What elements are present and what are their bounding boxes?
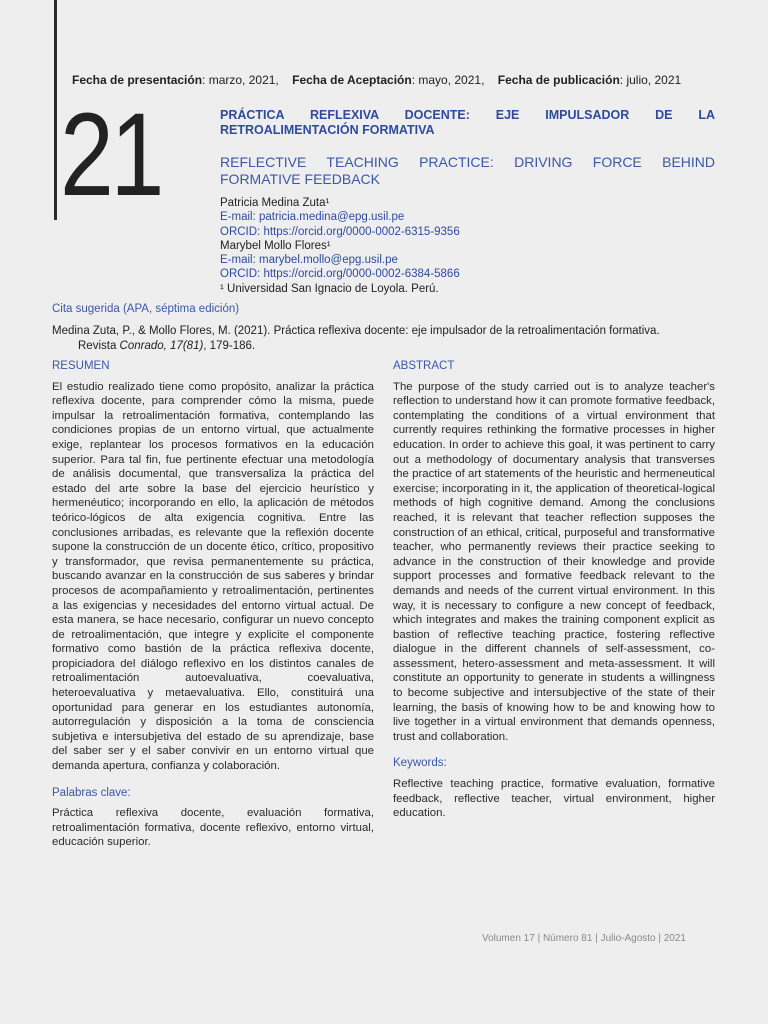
author-orcid-line	[220, 267, 715, 281]
vertical-rule	[54, 0, 57, 220]
journal-name: Conrado, 17(81)	[119, 340, 204, 352]
presentation-label: Fecha de presentación	[72, 73, 203, 87]
publication-value: : julio, 2021	[619, 73, 682, 87]
acceptance-value: : mayo, 2021,	[411, 73, 485, 87]
keywords-heading-en: Keywords:	[393, 757, 447, 770]
keywords-heading-es: Palabras clave:	[52, 786, 131, 799]
email-label: E-mail:	[220, 254, 259, 267]
citation-prefix: Revista	[78, 340, 120, 352]
acceptance-label: Fecha de Aceptación	[292, 73, 412, 87]
orcid-link[interactable]: https://orcid.org/0000-0002-6315-9356	[263, 225, 460, 238]
orcid-link[interactable]: https://orcid.org/0000-0002-6384-5866	[263, 268, 460, 281]
email-link[interactable]: patricia.medina@epg.usil.pe	[258, 211, 405, 224]
citation-line: Medina Zuta, P., & Mollo Flores, M. (2021). Práctica reflexiva docente: eje impulsador de la retroalimentación formativa.	[52, 325, 660, 337]
page-footer: Volumen 17 | Número 81 | Julio-Agosto | 2021	[481, 933, 686, 944]
keywords-es: Práctica reflexiva docente, evaluación formativa, retroalimentación formativa, docente reflexivo, entorno virtual, educación superior.	[52, 807, 374, 849]
abstract-heading: ABSTRACT	[393, 360, 455, 372]
orcid-label: ORCID:	[220, 268, 264, 281]
citation-line	[52, 339, 724, 354]
author-email-line	[220, 253, 715, 267]
author-name: Marybel Mollo Flores¹	[220, 239, 331, 252]
citation-heading: Cita sugerida (APA, séptima edición)	[52, 303, 240, 315]
email-label: E-mail:	[220, 211, 259, 224]
abstract-body: The purpose of the study carried out is to analyze teacher's reflection to understand how it can promote formative feedback, contemplating the conditions of a virtual environment that currently requires rethinking the formative processes in higher education. In order to achieve this goal, it was pertinent to carry out a methodology of documentary analysis that transverses the practice of art statements of the heuristic and hermeneutical exercise; incorporating in it, the application of theoretical-logical methods of high cognitive demand. Among the conclusions reached, it is relevant that teacher reflection supposes the construction of an ethical, critical, purposeful and transformative teacher, who permanently reviews their practice seeking to advance in the construction of their knowledge and provide support processes and formative feedback relevant to the demands and needs of the current virtual environment. In this way, it is necessary to configure a new concept of feedback, which integrates and makes the training component explicit as bastion of reflective teaching practice, fostering reflective dialogue in the different channels of self-assessment, co-assessment, hetero-assessment and meta-assessment. It will constitute an opportunity to generate in students a willingness to become subjective and intersubjective of the state of their learning, the basis of knowing how to be and knowing how to live together in a virtual environment that demands openness, trust and collaboration.	[393, 380, 715, 743]
citation-pages: , 179-186.	[203, 340, 256, 352]
publication-dates	[72, 73, 681, 87]
abstract-column	[393, 359, 715, 821]
publication-label: Fecha de publicación	[497, 73, 620, 87]
resumen-body: El estudio realizado tiene como propósito, analizar la práctica reflexiva docente, para comprender cómo la misma, puede impulsar la retroalimentación formativa, contemplando las condiciones propias de un entorno virtual, que actualmente exige, replantear los procesos formativos en la educación superior. Para tal fin, fue pertinente efectuar una metodología de análisis documental, que transversaliza la práctica del estado del arte sobre la base del ejercicio heurístico y hermenéutico; incorporando en ello, la aplicación de métodos teórico-lógicos de alta exigencia cognitiva. Entre las conclusiones arribadas, es relevante que la reflexión docente supone la construcción de un docente ético, crítico, propositivo y transformador, que revisa permanentemente su práctica, buscando avanzar en la construcción de sus saberes y brindar procesos de acompañamiento y retroalimentación, pertinentes a las exigencias y necesidades del entorno virtual actual. De esta manera, se hace necesario, configurar un nuevo concepto de retroalimentación, que integre y explicite el componente formativo como bastión de la práctica reflexiva docente, propiciadora del diálogo reflexivo en los distintos canales de retroalimentación autoevaluativa, coevaluativa, heteroevaluativa y metaevaluativa. Ello, constituirá una oportunidad para generar en los estudiantes autonomía, autorregulación y disposición a la toma de consciencia subjetiva e intersubjetiva del estado de su aprendizaje, base del saber ser y el saber convivir en un entorno virtual que demanda apertura, confianza y colaboración.	[52, 380, 374, 773]
article-number: 21	[60, 89, 162, 221]
presentation-value: : marzo, 2021,	[202, 73, 279, 87]
resumen-heading: RESUMEN	[52, 360, 110, 372]
author-email-line	[220, 210, 715, 224]
author-orcid-line	[220, 225, 715, 239]
authors-block	[220, 196, 715, 296]
email-link[interactable]: marybel.mollo@epg.usil.pe	[258, 254, 398, 267]
title-english: REFLECTIVE TEACHING PRACTICE: DRIVING FORCE BEHIND FORMATIVE FEEDBACK	[220, 154, 715, 187]
title-spanish: PRÁCTICA REFLEXIVA DOCENTE: EJE IMPULSADOR DE LA RETROALIMENTACIÓN FORMATIVA	[220, 108, 715, 137]
resumen-column	[52, 359, 374, 850]
orcid-label: ORCID:	[220, 225, 264, 238]
affiliation: ¹ Universidad San Ignacio de Loyola. Perú.	[220, 282, 439, 295]
citation	[52, 324, 724, 354]
keywords-en: Reflective teaching practice, formative evaluation, formative feedback, reflective teacher, virtual environment, higher education.	[393, 778, 715, 820]
author-name: Patricia Medina Zuta¹	[220, 197, 330, 209]
